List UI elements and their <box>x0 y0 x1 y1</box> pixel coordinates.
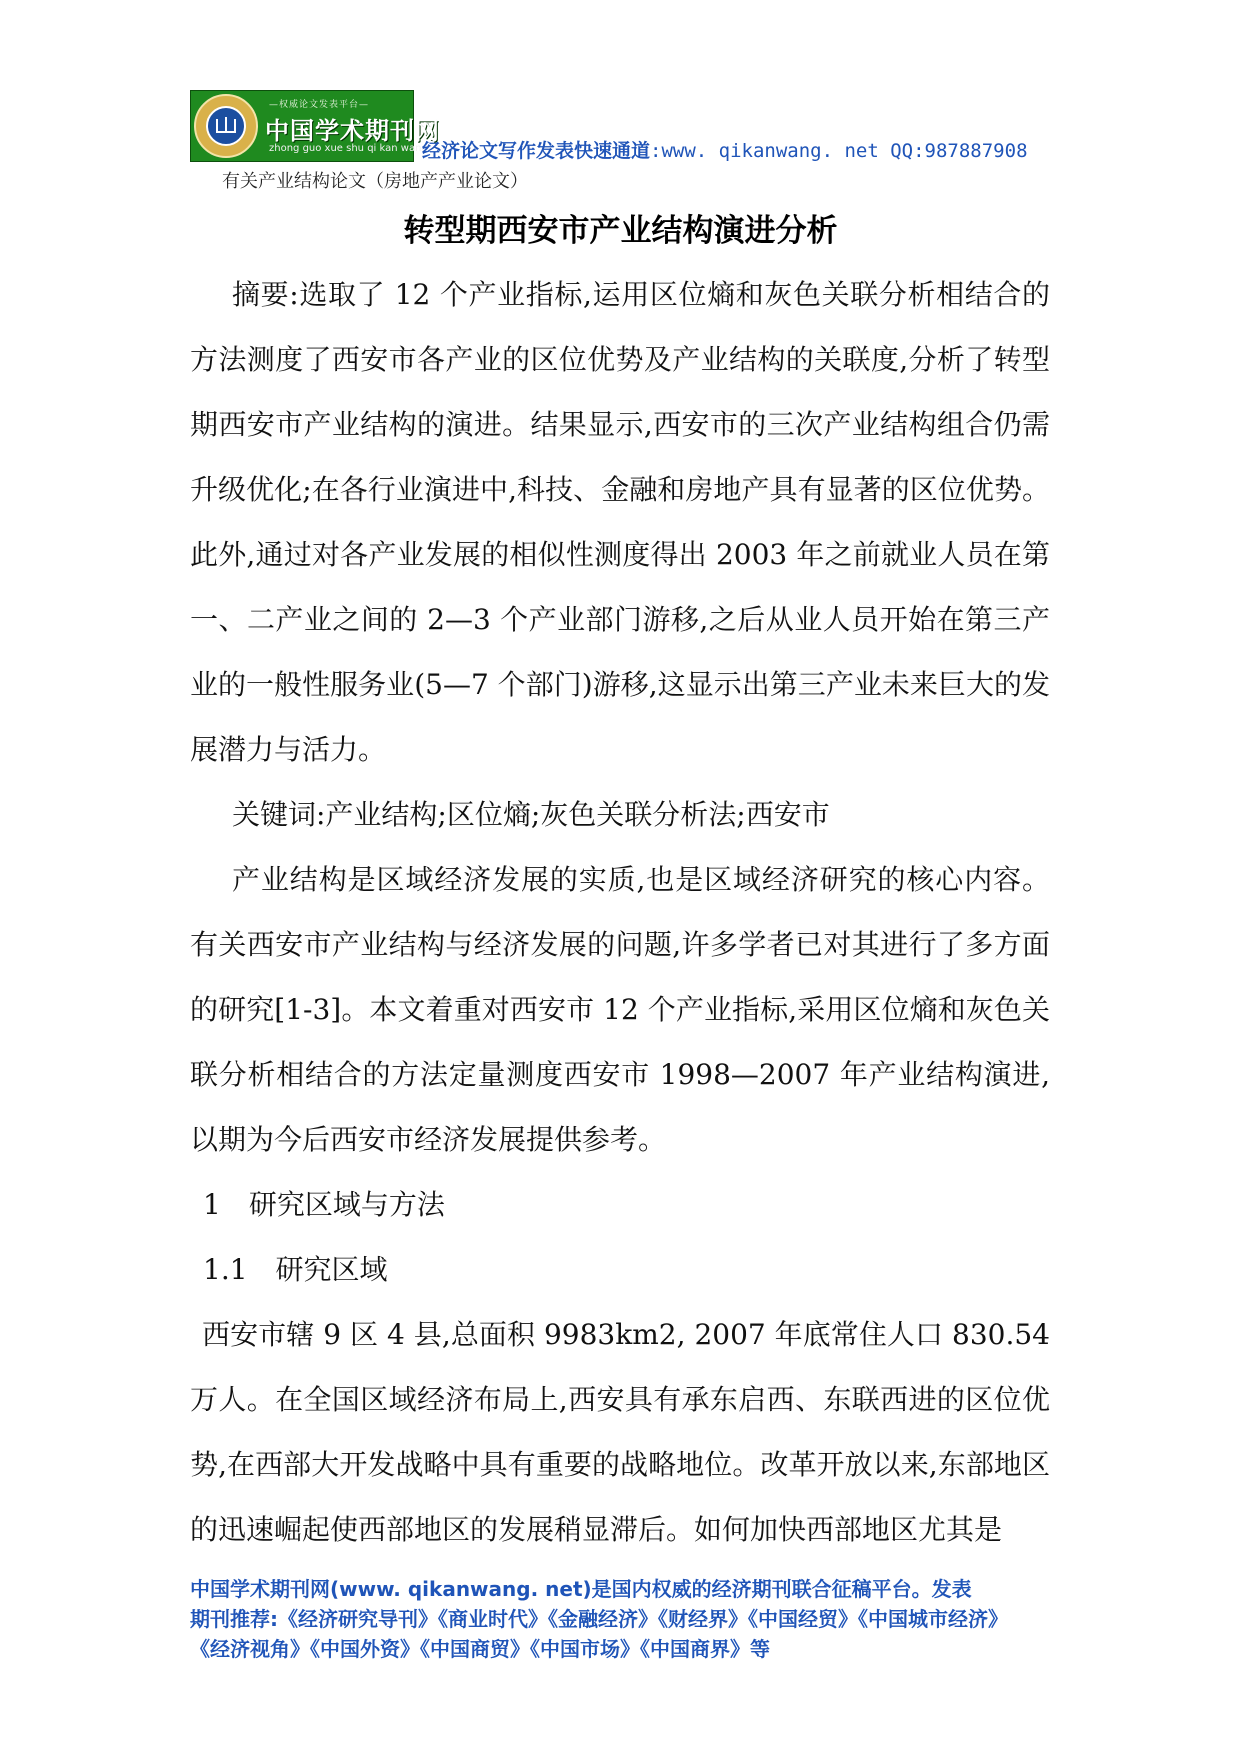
section-heading-1-1: 1.1 研究区域 <box>203 1253 388 1286</box>
category-label: 有关产业结构论文（房地产产业论文） <box>222 171 528 192</box>
document-title: 转型期西安市产业结构演进分析 <box>403 213 838 249</box>
logo-seal-icon <box>194 94 258 158</box>
intro-paragraph: 产业结构是区域经济发展的实质,也是区域经济研究的核心内容。有关西安市产业结构与经济发展的问题,许多学者已对其进行了多方面的研究[1-3]。本文着重对西安市 12 个产业指标,采用区位熵和灰色关联分析相结合的方法定量测度西安市 1998—2007 年产业结构演进,以期为今后西安市经济发展提供参考。 <box>190 863 1050 1156</box>
footer-line-2[interactable]: 期刊推荐:《经济研究导刊》《商业时代》《金融经济》《财经界》《中国经贸》《中国城市经济》 <box>190 1607 1008 1631</box>
header-promo-link[interactable] <box>422 136 1028 163</box>
abstract-paragraph: 摘要:选取了 12 个产业指标,运用区位熵和灰色关联分析相结合的方法测度了西安市各产业的区位优势及产业结构的关联度,分析了转型期西安市产业结构的演进。结果显示,西安市的三次产业结构组合仍需升级优化;在各行业演进中,科技、金融和房地产具有显著的区位优势。此外,通过对各产业发展的相似性测度得出 2003 年之前就业人员在第一、二产业之间的 2—3 个产业部门游移,之后从业人员开始在第三产业的一般性服务业(5—7 个部门)游移,这显示出第三产业未来巨大的发展潜力与活力。 <box>190 278 1050 766</box>
site-logo[interactable] <box>190 90 440 162</box>
header-link-text: 经济论文写作发表快速通道 <box>422 140 651 162</box>
footer-promo <box>190 1574 1070 1664</box>
footer-line-1[interactable]: 中国学术期刊网(www. qikanwang. net)是国内权威的经济期刊联合征稿平台。发表 <box>190 1577 972 1601</box>
header-link-url: :www. qikanwang. net QQ:987887908 <box>650 140 1028 162</box>
logo-name: 中国学术期刊网 <box>265 117 440 145</box>
logo-tagline: —权威论文发表平台— <box>269 100 370 110</box>
section-heading-1: 1 研究区域与方法 <box>203 1188 445 1221</box>
footer-line-3[interactable]: 《经济视角》《中国外资》《中国商贸》《中国市场》《中国商界》等 <box>190 1637 770 1661</box>
keywords-paragraph: 关键词:产业结构;区位熵;灰色关联分析法;西安市 <box>232 798 830 831</box>
region-paragraph: 西安市辖 9 区 4 县,总面积 9983km2, 2007 年底常住人口 830.54 万人。在全国区域经济布局上,西安具有承东启西、东联西进的区位优势,在西部大开发战略中具有重要的战略地位。改革开放以来,东部地区的迅速崛起使西部地区的发展稍显滞后。如何加快西部地区尤其是 <box>190 1318 1050 1546</box>
logo-pinyin: zhong guo xue shu qi kan wang <box>269 143 428 154</box>
book-icon <box>216 119 236 133</box>
